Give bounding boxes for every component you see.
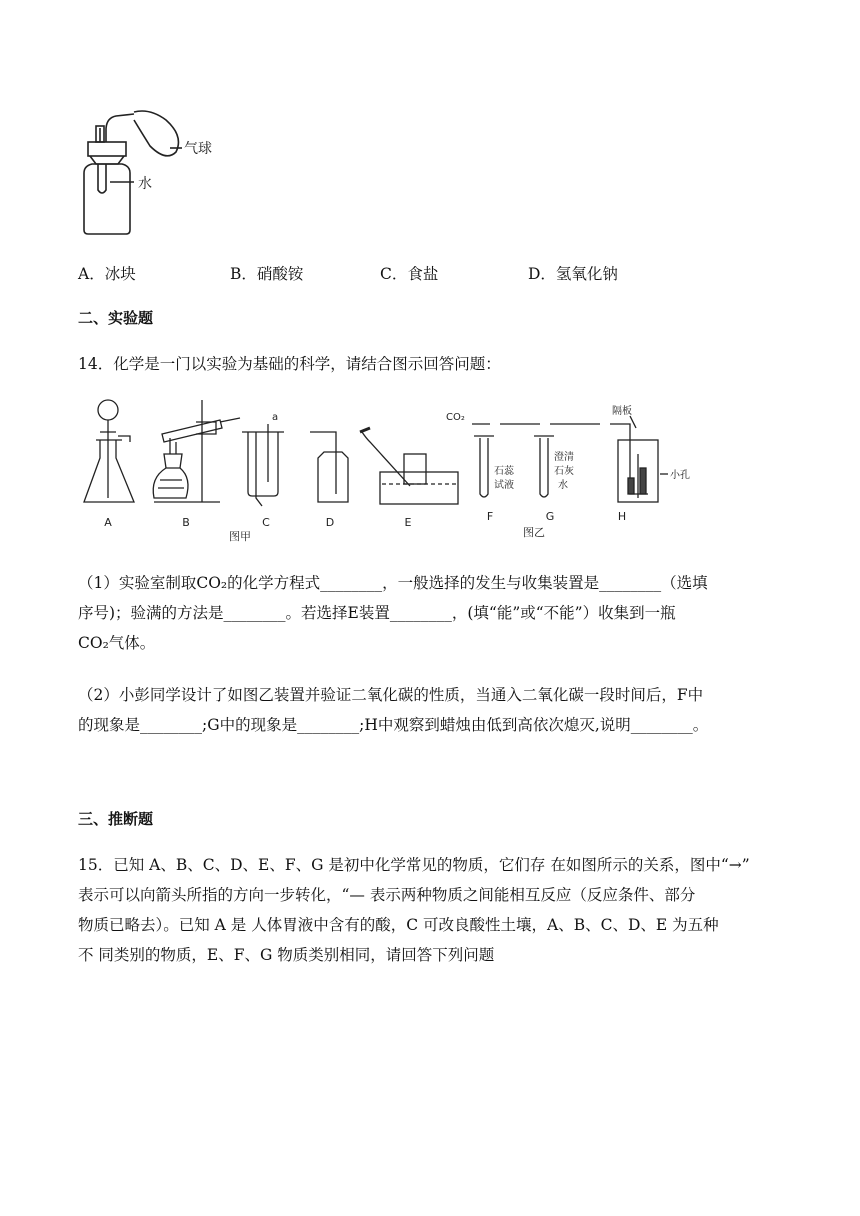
label-xiao-kong: 小孔 <box>670 470 690 481</box>
apparatus-c <box>242 424 284 506</box>
label-f: F <box>486 510 494 523</box>
q15-line3: 物质已略去）。已知 A 是 人体胃液中含有的酸，C 可改良酸性土壤，A、B、C、D、E 为五种 <box>78 916 719 934</box>
option-b: B．硝酸铵 <box>230 265 304 283</box>
apparatus-e <box>360 428 458 504</box>
label-ge-ban: 隔板 <box>612 406 632 417</box>
apparatus-figure <box>70 398 750 548</box>
test-tube <box>98 164 106 193</box>
q14-part1-line2: 序号)；验满的方法是________。若选择E装置________，(填“能”或“不能”）收集到一瓶 <box>78 604 676 622</box>
flask-body <box>84 164 130 234</box>
q14-stem: 14．化学是一门以实验为基础的科学，请结合图示回答问题： <box>78 355 501 373</box>
balloon-flask-figure <box>70 108 230 258</box>
option-a: A．冰块 <box>78 265 136 283</box>
q14-part1-line3: CO₂气体。 <box>78 634 156 652</box>
label-small-a: a <box>272 412 279 423</box>
delivery-tube <box>100 114 134 142</box>
label-shui: 水 <box>558 480 568 491</box>
q14-part2 <box>78 680 786 740</box>
label-shi-hui: 石灰 <box>554 466 574 477</box>
q14-part2-line2: 的现象是________;G中的现象是________;H中观察到蜡烛由低到高依次熄灭,说明________。 <box>78 716 709 734</box>
balloon-label: 气球 <box>184 141 212 157</box>
q15-line1: 15．已知 A、B、C、D、E、F、G 是初中化学常见的物质，它们存 在如图所示的关系，图中“→” <box>78 856 750 874</box>
label-d: D <box>325 516 335 529</box>
caption-jia: 图甲 <box>229 530 251 543</box>
apparatus-a <box>84 400 134 502</box>
label-b: B <box>182 516 190 529</box>
q14-part1 <box>78 568 786 658</box>
label-e: E <box>404 516 412 529</box>
q15-line2: 表示可以向箭头所指的方向一步转化，“— 表示两种物质之间能相互反应（反应条件、部分 <box>78 886 696 904</box>
label-cheng-qing: 澄清 <box>554 452 574 463</box>
water-label: 水 <box>138 176 152 192</box>
option-d: D．氢氧化钠 <box>528 265 618 283</box>
section-title-inference: 三、推断题 <box>78 810 154 828</box>
caption-yi: 图乙 <box>523 526 545 539</box>
q14-part2-line1: （2）小彭同学设计了如图乙装置并验证二氧化碳的性质，当通入二氧化碳一段时间后，F中 <box>78 686 704 704</box>
label-shi-rui: 石蕊 <box>494 466 514 477</box>
label-h: H <box>617 510 627 523</box>
balloon <box>134 111 178 156</box>
label-a: A <box>104 516 112 529</box>
stopper <box>88 142 126 156</box>
apparatus-d <box>310 432 348 502</box>
q14-part1-line1: （1）实验室制取CO₂的化学方程式________，一般选择的发生与收集装置是________（选填 <box>78 574 708 592</box>
q15-line4: 不 同类别的物质，E、F、G 物质类别相同，请回答下列问题 <box>78 946 495 964</box>
label-c: C <box>262 516 270 529</box>
label-g: G <box>545 510 555 523</box>
section-title-experiment: 二、实验题 <box>78 309 154 327</box>
label-co2: CO₂ <box>446 412 465 423</box>
q15-text <box>78 850 786 970</box>
apparatus-b <box>153 400 240 502</box>
option-c: C．食盐 <box>380 265 439 283</box>
label-shi-ye: 试液 <box>494 480 514 491</box>
